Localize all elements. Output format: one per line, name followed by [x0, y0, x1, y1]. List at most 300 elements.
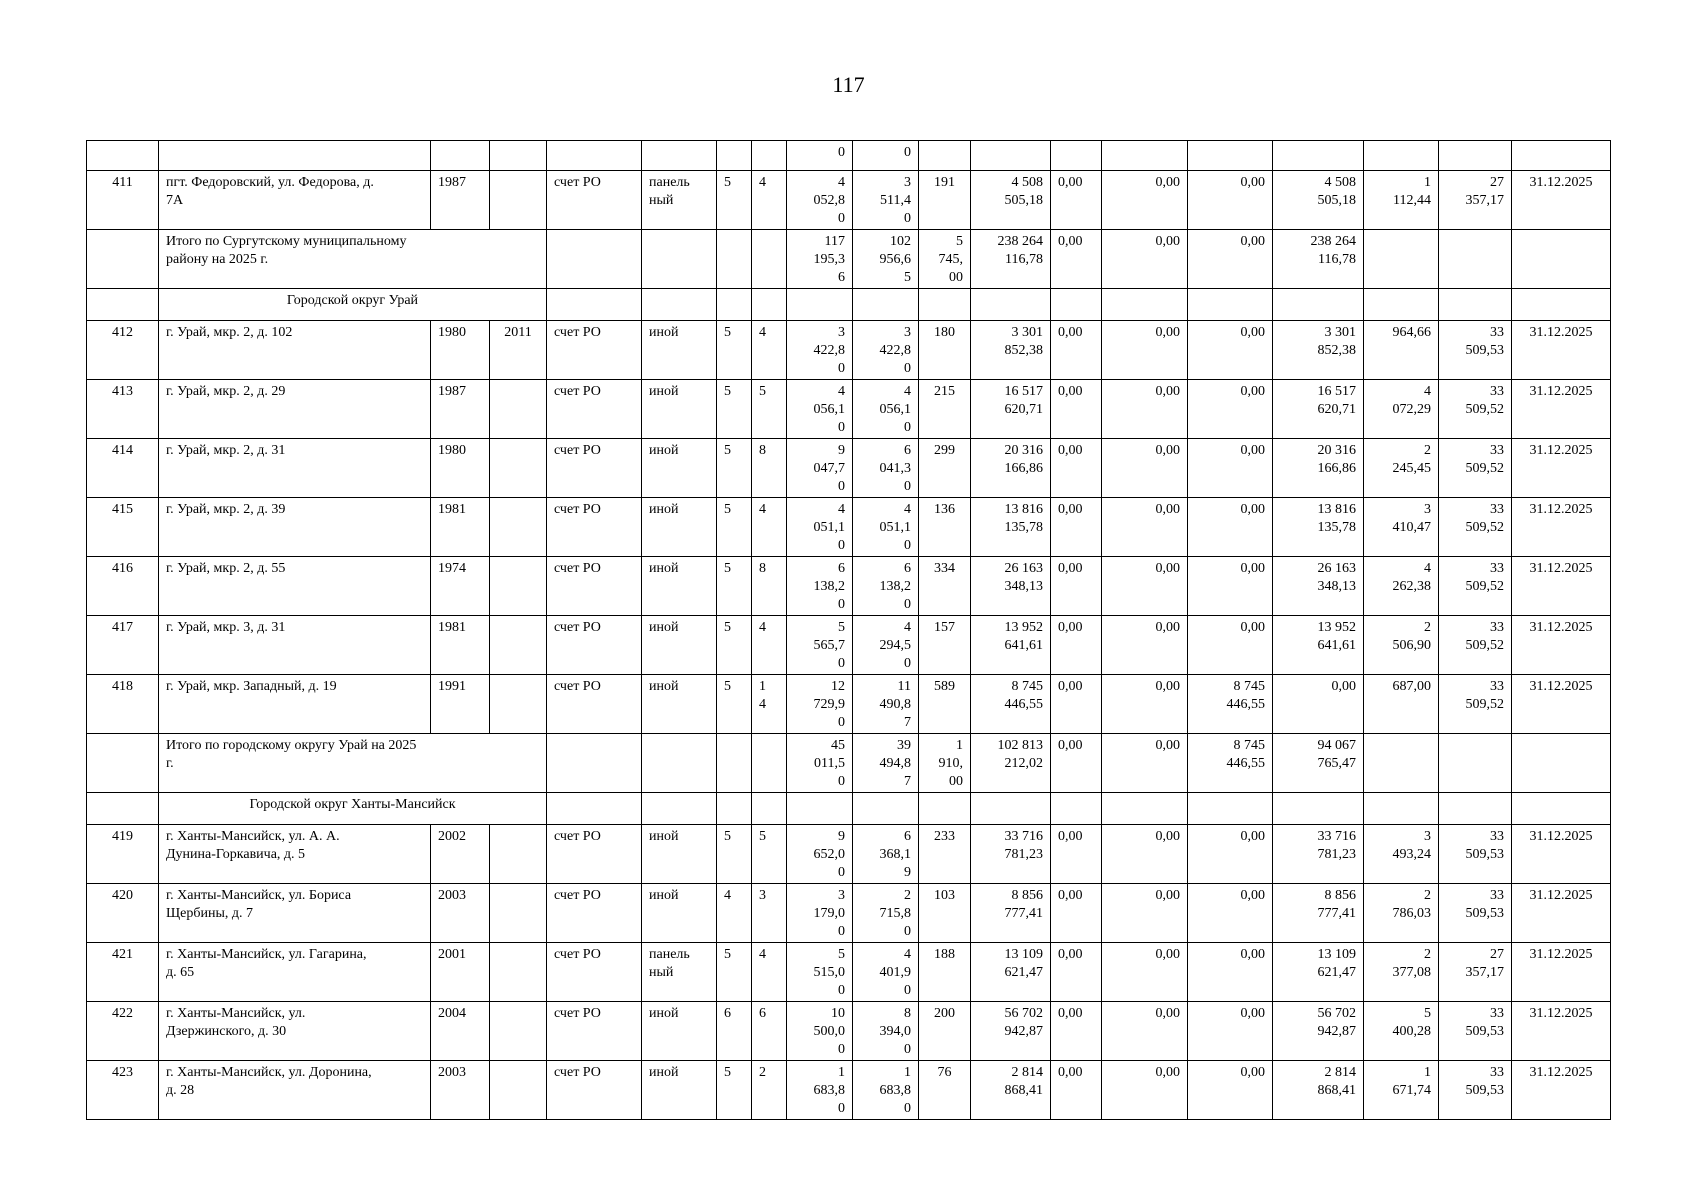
table-row [87, 439, 1611, 498]
register-body [87, 141, 1611, 1120]
table-cell: 0,00 [1102, 943, 1188, 1002]
table-cell: 1 683,8 0 [853, 1061, 919, 1120]
empty-cell [642, 793, 717, 825]
row-number: 414 [87, 439, 159, 498]
table-cell: 0,00 [1188, 380, 1273, 439]
table-cell: 0,00 [1102, 439, 1188, 498]
table-cell: 233 [919, 825, 971, 884]
empty-cell [1051, 289, 1102, 321]
table-cell: 0,00 [1102, 884, 1188, 943]
table-cell: 0,00 [1051, 616, 1102, 675]
table-cell: 0,00 [1188, 557, 1273, 616]
table-cell: 1974 [431, 557, 490, 616]
table-cell [490, 1061, 547, 1120]
empty-cell [853, 793, 919, 825]
table-cell: панель ный [642, 171, 717, 230]
address-cell: г. Урай, мкр. 2, д. 39 [159, 498, 431, 557]
table-cell: 4 [752, 171, 787, 230]
table-cell: 5 [717, 171, 752, 230]
deadline-cell: 31.12.2025 [1512, 675, 1611, 734]
table-cell: 2 814 868,41 [971, 1061, 1051, 1120]
table-cell: 56 702 942,87 [1273, 1002, 1364, 1061]
table-cell: 0,00 [1102, 380, 1188, 439]
table-cell: счет РО [547, 439, 642, 498]
table-cell [490, 557, 547, 616]
address-cell [159, 141, 431, 171]
total-blank [87, 734, 159, 793]
table-cell: 0,00 [1188, 439, 1273, 498]
table-cell: 1991 [431, 675, 490, 734]
table-cell: 4 [752, 321, 787, 380]
table-cell: счет РО [547, 171, 642, 230]
table-cell [1273, 141, 1364, 171]
table-cell: 1 4 [752, 675, 787, 734]
table-cell: 13 109 621,47 [1273, 943, 1364, 1002]
table-cell: 20 316 166,86 [1273, 439, 1364, 498]
table-cell: 39 494,8 7 [853, 734, 919, 793]
row-number: 417 [87, 616, 159, 675]
table-row [87, 380, 1611, 439]
row-number [87, 141, 159, 171]
table-cell: 4 051,1 0 [787, 498, 853, 557]
table-cell: 191 [919, 171, 971, 230]
table-cell: 13 816 135,78 [971, 498, 1051, 557]
table-cell: 334 [919, 557, 971, 616]
table-cell: 4 [752, 943, 787, 1002]
empty-cell [1102, 289, 1188, 321]
table-cell [490, 380, 547, 439]
empty-cell [1364, 289, 1439, 321]
table-cell: 215 [919, 380, 971, 439]
table-cell: 6 041,3 0 [853, 439, 919, 498]
table-cell [490, 439, 547, 498]
table-cell: 33 509,53 [1439, 884, 1512, 943]
table-cell: 103 [919, 884, 971, 943]
table-cell [1439, 734, 1512, 793]
table-cell [1051, 141, 1102, 171]
table-cell: 33 509,52 [1439, 439, 1512, 498]
table-cell [642, 141, 717, 171]
table-cell: 687,00 [1364, 675, 1439, 734]
table-cell: панель ный [642, 943, 717, 1002]
register-table [86, 140, 1611, 1120]
table-cell: 13 952 641,61 [971, 616, 1051, 675]
deadline-cell: 31.12.2025 [1512, 498, 1611, 557]
table-cell: иной [642, 321, 717, 380]
empty-cell [642, 734, 717, 793]
table-cell [490, 498, 547, 557]
table-cell: 136 [919, 498, 971, 557]
table-cell: 8 394,0 0 [853, 1002, 919, 1061]
row-number: 411 [87, 171, 159, 230]
table-cell [490, 141, 547, 171]
table-cell: 6 368,1 9 [853, 825, 919, 884]
table-cell: 5 515,0 0 [787, 943, 853, 1002]
table-cell: 238 264 116,78 [971, 230, 1051, 289]
table-cell: 0,00 [1051, 1002, 1102, 1061]
page-number: 117 [832, 72, 865, 97]
table-cell: 5 [752, 380, 787, 439]
table-cell [490, 884, 547, 943]
table-cell: 0,00 [1102, 498, 1188, 557]
table-cell [1439, 141, 1512, 171]
table-cell: 33 509,53 [1439, 321, 1512, 380]
table-cell [1102, 141, 1188, 171]
table-cell: счет РО [547, 557, 642, 616]
address-cell: г. Урай, мкр. 2, д. 29 [159, 380, 431, 439]
total-row [87, 734, 1611, 793]
table-cell: 33 716 781,23 [1273, 825, 1364, 884]
table-cell: 2011 [490, 321, 547, 380]
table-cell: счет РО [547, 1061, 642, 1120]
table-row [87, 943, 1611, 1002]
table-cell: 3 179,0 0 [787, 884, 853, 943]
table-cell [717, 141, 752, 171]
table-cell: 0,00 [1051, 1061, 1102, 1120]
table-cell: счет РО [547, 884, 642, 943]
table-cell: 8 856 777,41 [971, 884, 1051, 943]
section-heading: Городской округ Ханты-Мансийск [159, 793, 547, 825]
table-cell: 3 493,24 [1364, 825, 1439, 884]
table-cell: 0,00 [1051, 498, 1102, 557]
table-cell: 4 294,5 0 [853, 616, 919, 675]
table-cell: 8 745 446,55 [1188, 734, 1273, 793]
table-cell: 8 856 777,41 [1273, 884, 1364, 943]
table-cell: 2 377,08 [1364, 943, 1439, 1002]
table-cell: 0,00 [1188, 943, 1273, 1002]
row-number: 412 [87, 321, 159, 380]
table-cell: 299 [919, 439, 971, 498]
table-cell [1439, 230, 1512, 289]
table-cell: 45 011,5 0 [787, 734, 853, 793]
table-cell: 33 509,52 [1439, 557, 1512, 616]
address-cell: пгт. Федоровский, ул. Федорова, д. 7А [159, 171, 431, 230]
table-cell: 13 816 135,78 [1273, 498, 1364, 557]
section-row [87, 793, 1611, 825]
table-row [87, 825, 1611, 884]
table-cell: 102 956,6 5 [853, 230, 919, 289]
table-cell: 1 683,8 0 [787, 1061, 853, 1120]
empty-cell [547, 734, 642, 793]
table-cell: 5 [717, 380, 752, 439]
table-cell: 8 [752, 557, 787, 616]
deadline-cell: 31.12.2025 [1512, 1061, 1611, 1120]
table-cell: 27 357,17 [1439, 943, 1512, 1002]
table-cell [752, 141, 787, 171]
table-cell: 1987 [431, 380, 490, 439]
table-cell: 6 138,2 0 [787, 557, 853, 616]
deadline-cell: 31.12.2025 [1512, 884, 1611, 943]
total-label: Итого по Сургутскому муниципальному району на 2025 г. [159, 230, 547, 289]
table-cell: 1980 [431, 321, 490, 380]
deadline-cell: 31.12.2025 [1512, 557, 1611, 616]
table-cell: 4 [752, 616, 787, 675]
table-cell [971, 141, 1051, 171]
table-cell: иной [642, 380, 717, 439]
table-cell: 4 508 505,18 [1273, 171, 1364, 230]
empty-cell [971, 793, 1051, 825]
row-number: 415 [87, 498, 159, 557]
deadline-cell: 31.12.2025 [1512, 439, 1611, 498]
table-row [87, 616, 1611, 675]
table-cell: 0,00 [1102, 675, 1188, 734]
table-cell: 0,00 [1102, 616, 1188, 675]
table-cell: 0 [787, 141, 853, 171]
empty-cell [1273, 793, 1364, 825]
empty-cell [853, 289, 919, 321]
table-cell: иной [642, 675, 717, 734]
table-cell: 33 509,53 [1439, 825, 1512, 884]
total-row [87, 230, 1611, 289]
address-cell: г. Ханты-Мансийск, ул. Бориса Щербины, д. 7 [159, 884, 431, 943]
address-cell: г. Ханты-Мансийск, ул. Дзержинского, д. 30 [159, 1002, 431, 1061]
table-cell: 2 506,90 [1364, 616, 1439, 675]
table-cell: 2 715,8 0 [853, 884, 919, 943]
table-cell: 16 517 620,71 [971, 380, 1051, 439]
table-cell [547, 141, 642, 171]
table-cell: 4 056,1 0 [853, 380, 919, 439]
table-cell: 5 [717, 498, 752, 557]
table-cell: 33 509,53 [1439, 1002, 1512, 1061]
table-cell: 0,00 [1051, 884, 1102, 943]
table-cell: 2001 [431, 943, 490, 1002]
table-row [87, 498, 1611, 557]
deadline-cell: 31.12.2025 [1512, 380, 1611, 439]
table-cell: 33 509,53 [1439, 1061, 1512, 1120]
table-cell: 0,00 [1188, 884, 1273, 943]
empty-cell [1439, 289, 1512, 321]
empty-cell [642, 289, 717, 321]
table-cell: 5 [717, 321, 752, 380]
table-cell: 0,00 [1102, 557, 1188, 616]
table-cell: 11 490,8 7 [853, 675, 919, 734]
empty-cell [642, 230, 717, 289]
empty-cell [1188, 289, 1273, 321]
table-cell: 94 067 765,47 [1273, 734, 1364, 793]
table-cell: 1981 [431, 616, 490, 675]
table-row [87, 884, 1611, 943]
table-cell: иной [642, 616, 717, 675]
address-cell: г. Ханты-Мансийск, ул. Гагарина, д. 65 [159, 943, 431, 1002]
table-cell: 4 262,38 [1364, 557, 1439, 616]
table-cell: 0,00 [1051, 943, 1102, 1002]
empty-cell [752, 734, 787, 793]
table-cell: 9 047,7 0 [787, 439, 853, 498]
table-row [87, 675, 1611, 734]
table-cell: 1 910, 00 [919, 734, 971, 793]
table-cell: 0 [853, 141, 919, 171]
empty-cell [717, 734, 752, 793]
empty-cell [1051, 793, 1102, 825]
deadline-cell: 31.12.2025 [1512, 825, 1611, 884]
table-cell: 0,00 [1188, 825, 1273, 884]
address-cell: г. Урай, мкр. 2, д. 55 [159, 557, 431, 616]
table-cell: счет РО [547, 825, 642, 884]
table-cell [490, 943, 547, 1002]
table-cell: 16 517 620,71 [1273, 380, 1364, 439]
row-number: 413 [87, 380, 159, 439]
table-cell: 2 [752, 1061, 787, 1120]
empty-cell [717, 289, 752, 321]
table-cell: 0,00 [1188, 1002, 1273, 1061]
table-cell: 5 [717, 1061, 752, 1120]
table-cell: 33 509,52 [1439, 380, 1512, 439]
table-cell: 4 056,1 0 [787, 380, 853, 439]
table-cell: 5 [717, 557, 752, 616]
table-cell: 117 195,3 6 [787, 230, 853, 289]
table-cell: 238 264 116,78 [1273, 230, 1364, 289]
row-number: 422 [87, 1002, 159, 1061]
table-cell: 0,00 [1102, 321, 1188, 380]
deadline-cell: 31.12.2025 [1512, 1002, 1611, 1061]
table-cell: 0,00 [1051, 230, 1102, 289]
table-cell: 3 422,8 0 [853, 321, 919, 380]
table-cell: 33 716 781,23 [971, 825, 1051, 884]
table-cell: 6 [717, 1002, 752, 1061]
table-cell: 1980 [431, 439, 490, 498]
empty-cell [1102, 793, 1188, 825]
empty-cell [1364, 793, 1439, 825]
table-cell: 5 565,7 0 [787, 616, 853, 675]
empty-cell [919, 289, 971, 321]
table-cell: 8 745 446,55 [971, 675, 1051, 734]
table-cell [490, 616, 547, 675]
table-cell: 3 301 852,38 [1273, 321, 1364, 380]
table-cell: иной [642, 1061, 717, 1120]
table-cell: 4 508 505,18 [971, 171, 1051, 230]
table-cell [1512, 734, 1611, 793]
table-row [87, 557, 1611, 616]
table-cell: 589 [919, 675, 971, 734]
table-cell: 188 [919, 943, 971, 1002]
table-cell: 8 [752, 439, 787, 498]
table-cell [490, 825, 547, 884]
table-cell [1364, 734, 1439, 793]
table-cell: 0,00 [1051, 321, 1102, 380]
table-cell: 0,00 [1273, 675, 1364, 734]
empty-cell [752, 793, 787, 825]
table-row [87, 1061, 1611, 1120]
table-cell: 3 [752, 884, 787, 943]
table-cell: 4 072,29 [1364, 380, 1439, 439]
table-cell: 1 671,74 [1364, 1061, 1439, 1120]
table-cell: 6 [752, 1002, 787, 1061]
table-cell: 3 301 852,38 [971, 321, 1051, 380]
table-cell: 0,00 [1051, 675, 1102, 734]
table-cell: 2004 [431, 1002, 490, 1061]
empty-cell [547, 793, 642, 825]
table-cell: 5 [752, 825, 787, 884]
empty-cell [752, 230, 787, 289]
table-cell: 3 422,8 0 [787, 321, 853, 380]
table-cell: 0,00 [1102, 1002, 1188, 1061]
table-cell: счет РО [547, 616, 642, 675]
empty-cell [971, 289, 1051, 321]
table-cell: 4 401,9 0 [853, 943, 919, 1002]
table-cell: 1 112,44 [1364, 171, 1439, 230]
address-cell: г. Урай, мкр. 2, д. 31 [159, 439, 431, 498]
table-cell: 2003 [431, 884, 490, 943]
table-cell: 56 702 942,87 [971, 1002, 1051, 1061]
table-cell [1512, 230, 1611, 289]
deadline-cell: 31.12.2025 [1512, 616, 1611, 675]
table-cell: 12 729,9 0 [787, 675, 853, 734]
address-cell: г. Ханты-Мансийск, ул. Доронина, д. 28 [159, 1061, 431, 1120]
table-cell: 0,00 [1188, 616, 1273, 675]
deadline-cell: 31.12.2025 [1512, 171, 1611, 230]
table-cell: счет РО [547, 321, 642, 380]
table-cell: 0,00 [1051, 380, 1102, 439]
table-cell: 2002 [431, 825, 490, 884]
table-cell: 4 051,1 0 [853, 498, 919, 557]
table-cell: 0,00 [1188, 498, 1273, 557]
table-cell: 20 316 166,86 [971, 439, 1051, 498]
table-cell: счет РО [547, 1002, 642, 1061]
table-cell: 9 652,0 0 [787, 825, 853, 884]
row-number: 418 [87, 675, 159, 734]
table-cell: 0,00 [1188, 1061, 1273, 1120]
table-cell [490, 171, 547, 230]
row-number: 420 [87, 884, 159, 943]
row-number: 423 [87, 1061, 159, 1120]
address-cell: г. Ханты-Мансийск, ул. А. А. Дунина-Горкавича, д. 5 [159, 825, 431, 884]
table-cell: счет РО [547, 380, 642, 439]
table-cell: 2003 [431, 1061, 490, 1120]
section-blank [87, 289, 159, 321]
row-number: 419 [87, 825, 159, 884]
table-cell: 4 052,8 0 [787, 171, 853, 230]
table-cell: 1981 [431, 498, 490, 557]
total-label: Итого по городскому округу Урай на 2025 г. [159, 734, 547, 793]
table-cell: 1987 [431, 171, 490, 230]
row-number: 421 [87, 943, 159, 1002]
table-cell: 13 952 641,61 [1273, 616, 1364, 675]
table-cell: 0,00 [1051, 439, 1102, 498]
empty-cell [787, 793, 853, 825]
table-cell [490, 675, 547, 734]
table-cell: 5 745, 00 [919, 230, 971, 289]
empty-cell [1512, 793, 1611, 825]
table-cell: 0,00 [1051, 557, 1102, 616]
table-cell: 10 500,0 0 [787, 1002, 853, 1061]
table-cell: 33 509,52 [1439, 498, 1512, 557]
table-cell: 4 [752, 498, 787, 557]
table-cell [919, 141, 971, 171]
table-cell: 0,00 [1102, 734, 1188, 793]
table-cell: иной [642, 1002, 717, 1061]
table-cell [490, 1002, 547, 1061]
table-cell: иной [642, 439, 717, 498]
table-cell: иной [642, 825, 717, 884]
table-cell: 33 509,52 [1439, 675, 1512, 734]
table-cell: 0,00 [1051, 825, 1102, 884]
table-cell: 5 [717, 825, 752, 884]
table-cell: 180 [919, 321, 971, 380]
empty-cell [1273, 289, 1364, 321]
table-cell: счет РО [547, 675, 642, 734]
table-cell: 0,00 [1051, 171, 1102, 230]
table-cell: 0,00 [1102, 1061, 1188, 1120]
table-cell [1364, 230, 1439, 289]
address-cell: г. Урай, мкр. Западный, д. 19 [159, 675, 431, 734]
table-cell: 26 163 348,13 [971, 557, 1051, 616]
table-cell: 27 357,17 [1439, 171, 1512, 230]
table-row [87, 171, 1611, 230]
table-row [87, 321, 1611, 380]
table-cell: 102 813 212,02 [971, 734, 1051, 793]
empty-cell [1512, 289, 1611, 321]
table-cell: 2 245,45 [1364, 439, 1439, 498]
